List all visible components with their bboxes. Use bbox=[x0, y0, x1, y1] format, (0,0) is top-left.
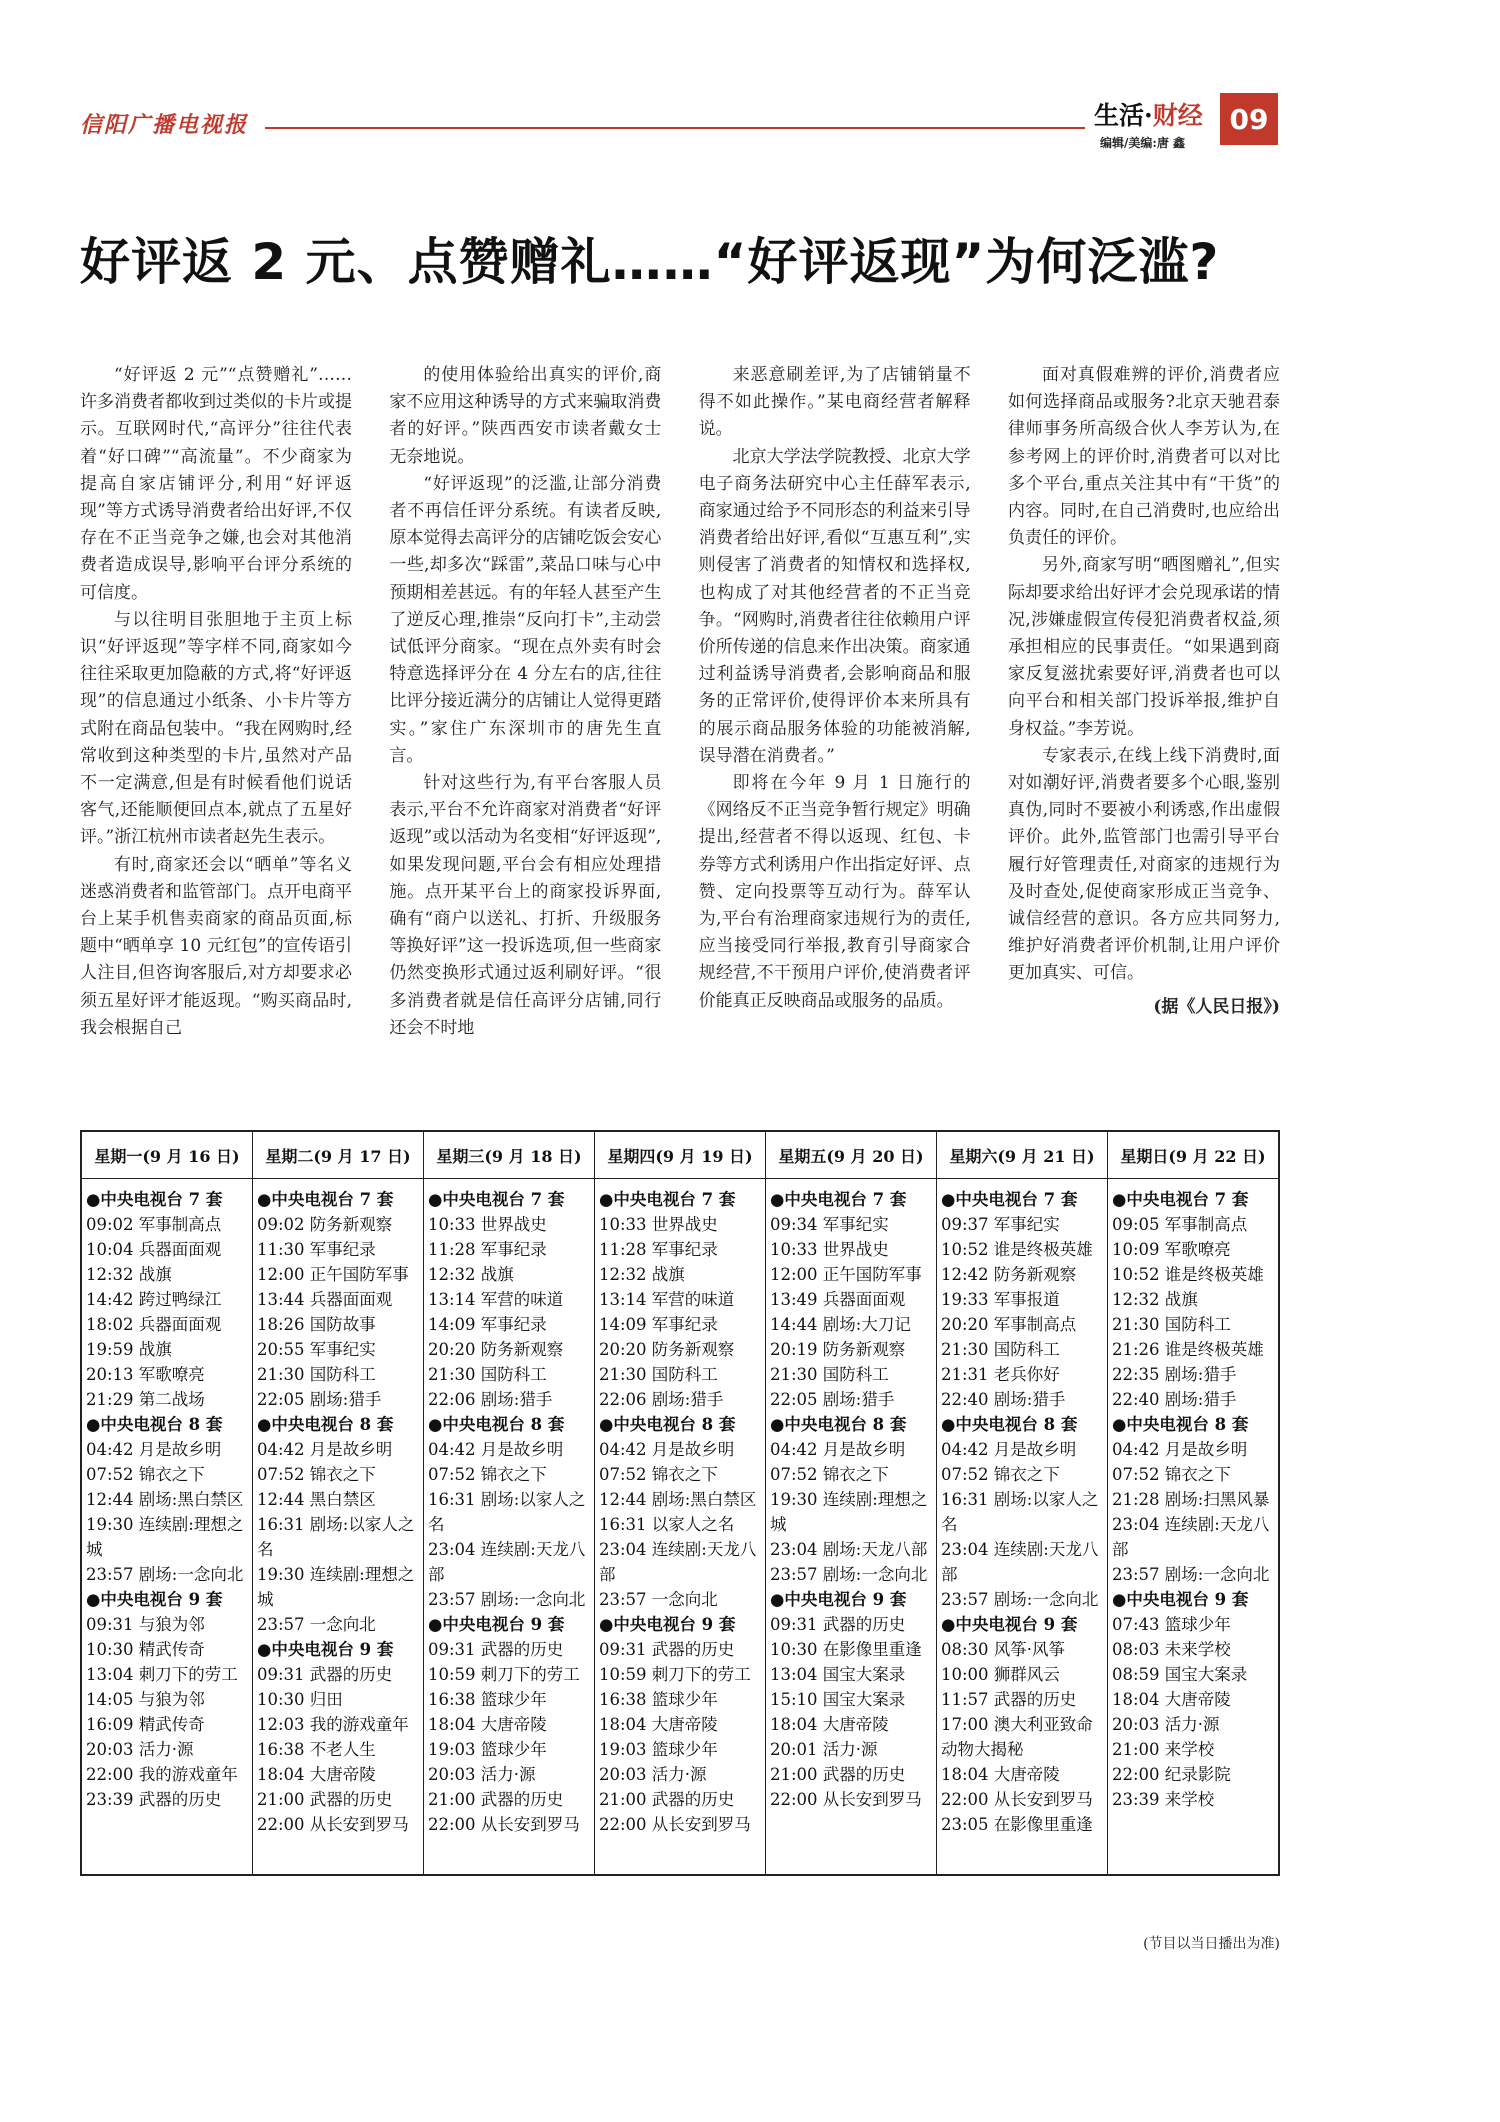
program-entry: 04:42 月是故乡明 bbox=[770, 1440, 906, 1459]
program-entry: 07:52 锦衣之下 bbox=[770, 1465, 889, 1484]
day-header: 星期日(9 月 22 日) bbox=[1108, 1132, 1278, 1179]
program-entry: 10:30 精武传奇 bbox=[86, 1640, 205, 1659]
article-paragraph: 另外,商家写明“晒图赠礼”,但实际却要求给出好评才会兑现承诺的情况,涉嫌虚假宣传侵犯消费者权益,须承担相应的民事责任。“如果遇到商家反复滋扰索要好评,消费者也可以向平台和相关部门投诉举报,维护自身权益。”李芳说。 bbox=[1007, 555, 1280, 739]
program-entry: 23:04 连续剧:天龙八部 bbox=[1112, 1515, 1270, 1559]
channel-name: ●中央电视台 7 套 bbox=[86, 1190, 223, 1209]
program-entry: 19:03 篮球少年 bbox=[599, 1740, 718, 1759]
article-paragraph: 北京大学法学院教授、北京大学电子商务法研究中心主任薛军表示,商家通过给予不同形态的利益来引导消费者给出好评,看似“互惠互利”,实则侵害了消费者的知情权和选择权,也构成了对其他经营者的不正当竞争。“网购时,消费者往往依赖用户评价所传递的信息来作出决策。商家通过利益诱导消费者,会影响商品和服务的正常评价,使得评价本来所具有的展示商品服务体验的功能被消解,误导潜在消费者。” bbox=[698, 446, 971, 766]
program-entry: 09:31 武器的历史 bbox=[770, 1615, 906, 1634]
program-entry: 21:31 老兵你好 bbox=[941, 1365, 1060, 1384]
program-entry: 20:20 防务新观察 bbox=[599, 1340, 735, 1359]
program-entry: 22:40 剧场:猎手 bbox=[1112, 1390, 1237, 1409]
program-entry: 21:30 国防科工 bbox=[941, 1340, 1060, 1359]
program-entry: 20:01 活力·源 bbox=[770, 1740, 878, 1759]
program-entry: 13:04 刺刀下的劳工 bbox=[86, 1665, 238, 1684]
program-entry: 23:04 连续剧:天龙八部 bbox=[428, 1540, 586, 1584]
program-entry: 12:32 战旗 bbox=[599, 1265, 685, 1284]
program-entry: 11:28 军事纪录 bbox=[428, 1240, 547, 1259]
channel-name: ●中央电视台 9 套 bbox=[599, 1615, 736, 1634]
article-paragraph: 来恶意刷差评,为了店铺销量不得不如此操作。”某电商经营者解释说。 bbox=[698, 365, 971, 440]
masthead: 信阳广播电视报 bbox=[80, 112, 249, 138]
article-paragraph: “好评返现”的泛滥,让部分消费者不再信任评分系统。有读者反映,原本觉得去高评分的店铺吃饭会安心一些,却多次“踩雷”,菜品口味与心中预期相差甚远。有的年轻人甚至产生了逆反心理,推崇“反向打卡”,主动尝试低评分商家。“现在点外卖有时会特意选择评分在 4 分左右的店,往往比评分接近满分的店铺让人觉得更踏实。”家住广东深圳市的唐先生直言。 bbox=[389, 473, 662, 766]
program-entry: 12:32 战旗 bbox=[428, 1265, 514, 1284]
program-entry: 18:02 兵器面面观 bbox=[86, 1315, 222, 1334]
program-entry: 09:37 军事纪实 bbox=[941, 1215, 1060, 1234]
program-entry: 20:20 军事制高点 bbox=[941, 1315, 1077, 1334]
channel-name: ●中央电视台 9 套 bbox=[1112, 1590, 1249, 1609]
program-entry: 22:06 剧场:猎手 bbox=[599, 1390, 724, 1409]
channel-name: ●中央电视台 8 套 bbox=[428, 1415, 565, 1434]
schedule-day-column bbox=[424, 1132, 595, 1874]
program-entry: 21:30 国防科工 bbox=[770, 1365, 889, 1384]
program-entry: 14:42 跨过鸭绿江 bbox=[86, 1290, 222, 1309]
article-column-4 bbox=[1008, 362, 1280, 1090]
program-entry: 23:57 一念向北 bbox=[599, 1590, 718, 1609]
program-entry: 22:05 剧场:猎手 bbox=[257, 1390, 382, 1409]
program-entry: 12:32 战旗 bbox=[1112, 1290, 1198, 1309]
program-entry: 21:00 武器的历史 bbox=[770, 1765, 906, 1784]
day-programs bbox=[766, 1179, 936, 1812]
program-entry: 08:59 国宝大案录 bbox=[1112, 1665, 1248, 1684]
program-entry: 21:00 来学校 bbox=[1112, 1740, 1215, 1759]
article-paragraph: 面对真假难辨的评价,消费者应如何选择商品或服务?北京天驰君泰律师事务所高级合伙人李芳认为,在参考网上的评价时,消费者可以对比多个平台,重点关注其中有“干货”的内容。同时,在自己消费时,也应给出负责任的评价。 bbox=[1007, 365, 1280, 549]
program-entry: 20:03 活力·源 bbox=[1112, 1715, 1220, 1734]
program-entry: 19:30 连续剧:理想之城 bbox=[257, 1565, 415, 1609]
program-entry: 21:30 国防科工 bbox=[599, 1365, 718, 1384]
channel-name: ●中央电视台 7 套 bbox=[1112, 1190, 1249, 1209]
day-header: 星期二(9 月 17 日) bbox=[253, 1132, 423, 1179]
program-entry: 10:04 兵器面面观 bbox=[86, 1240, 222, 1259]
program-entry: 19:03 篮球少年 bbox=[428, 1740, 547, 1759]
program-entry: 09:31 武器的历史 bbox=[428, 1640, 564, 1659]
program-entry: 12:00 正午国防军事 bbox=[770, 1265, 922, 1284]
program-entry: 21:30 国防科工 bbox=[257, 1365, 376, 1384]
program-entry: 23:57 剧场:一念向北 bbox=[1112, 1565, 1270, 1584]
program-entry: 09:31 与狼为邻 bbox=[86, 1615, 205, 1634]
section-prefix: 生活· bbox=[1094, 101, 1153, 130]
program-entry: 10:59 刺刀下的劳工 bbox=[428, 1665, 580, 1684]
channel-name: ●中央电视台 8 套 bbox=[257, 1415, 394, 1434]
program-entry: 23:04 剧场:天龙八部 bbox=[770, 1540, 928, 1559]
day-header: 星期五(9 月 20 日) bbox=[766, 1132, 936, 1179]
program-entry: 13:14 军营的味道 bbox=[599, 1290, 735, 1309]
section-title bbox=[1094, 96, 1203, 132]
program-entry: 22:00 从长安到罗马 bbox=[599, 1815, 751, 1834]
program-entry: 20:55 军事纪实 bbox=[257, 1340, 376, 1359]
program-entry: 22:40 剧场:猎手 bbox=[941, 1390, 1066, 1409]
program-entry: 17:00 澳大利亚致命动物大揭秘 bbox=[941, 1715, 1093, 1759]
program-entry: 12:42 防务新观察 bbox=[941, 1265, 1077, 1284]
article-paragraph: 的使用体验给出真实的评价,商家不应用这种诱导的方式来骗取消费者的好评。”陕西西安市读者戴女士无奈地说。 bbox=[389, 365, 662, 467]
program-entry: 19:30 连续剧:理想之城 bbox=[86, 1515, 244, 1559]
program-entry: 23:57 剧场:一念向北 bbox=[941, 1590, 1099, 1609]
channel-name: ●中央电视台 8 套 bbox=[86, 1415, 223, 1434]
program-entry: 18:04 大唐帝陵 bbox=[941, 1765, 1060, 1784]
program-entry: 04:42 月是故乡明 bbox=[428, 1440, 564, 1459]
program-entry: 10:30 在影像里重逢 bbox=[770, 1640, 922, 1659]
program-entry: 12:44 剧场:黑白禁区 bbox=[86, 1490, 244, 1509]
program-entry: 07:52 锦衣之下 bbox=[86, 1465, 205, 1484]
day-programs bbox=[1108, 1179, 1278, 1812]
schedule-day-column bbox=[1108, 1132, 1278, 1874]
tv-schedule-table bbox=[80, 1130, 1280, 1876]
program-entry: 07:43 篮球少年 bbox=[1112, 1615, 1231, 1634]
program-entry: 09:02 防务新观察 bbox=[257, 1215, 393, 1234]
program-entry: 11:57 武器的历史 bbox=[941, 1690, 1077, 1709]
program-entry: 22:00 从长安到罗马 bbox=[428, 1815, 580, 1834]
program-entry: 22:05 剧场:猎手 bbox=[770, 1390, 895, 1409]
program-entry: 07:52 锦衣之下 bbox=[428, 1465, 547, 1484]
program-entry: 22:00 我的游戏童年 bbox=[86, 1765, 238, 1784]
article-paragraph: 与以往明目张胆地于主页上标识“好评返现”等字样不同,商家如今往往采取更加隐蔽的方式,将“好评返现”的信息通过小纸条、小卡片等方式附在商品包装中。“我在网购时,经常收到这种类型的卡片,虽然对产品不一定满意,但是有时候看他们说话客气,还能顺便回点本,就点了五星好评。”浙江杭州市读者赵先生表示。 bbox=[80, 609, 352, 848]
program-entry: 10:33 世界战史 bbox=[770, 1240, 889, 1259]
program-entry: 08:30 风筝·风筝 bbox=[941, 1640, 1066, 1659]
program-entry: 07:52 锦衣之下 bbox=[1112, 1465, 1231, 1484]
schedule-day-column bbox=[766, 1132, 937, 1874]
program-entry: 23:39 武器的历史 bbox=[86, 1790, 222, 1809]
program-entry: 22:35 剧场:猎手 bbox=[1112, 1365, 1237, 1384]
schedule-day-column bbox=[595, 1132, 766, 1874]
day-programs bbox=[82, 1179, 252, 1812]
day-header: 星期一(9 月 16 日) bbox=[82, 1132, 252, 1179]
program-entry: 20:03 活力·源 bbox=[599, 1765, 707, 1784]
program-entry: 11:28 军事纪录 bbox=[599, 1240, 718, 1259]
program-entry: 20:13 军歌嘹亮 bbox=[86, 1365, 205, 1384]
channel-name: ●中央电视台 9 套 bbox=[428, 1615, 565, 1634]
schedule-day-column bbox=[82, 1132, 253, 1874]
program-entry: 16:31 剧场:以家人之名 bbox=[941, 1490, 1099, 1534]
program-entry: 23:04 连续剧:天龙八部 bbox=[599, 1540, 757, 1584]
program-entry: 18:26 国防故事 bbox=[257, 1315, 376, 1334]
program-entry: 21:00 武器的历史 bbox=[257, 1790, 393, 1809]
program-entry: 11:30 军事纪录 bbox=[257, 1240, 376, 1259]
program-entry: 10:30 归田 bbox=[257, 1690, 343, 1709]
channel-name: ●中央电视台 8 套 bbox=[941, 1415, 1078, 1434]
program-entry: 16:38 不老人生 bbox=[257, 1740, 376, 1759]
day-programs bbox=[937, 1179, 1107, 1837]
program-entry: 15:10 国宝大案录 bbox=[770, 1690, 906, 1709]
day-header: 星期三(9 月 18 日) bbox=[424, 1132, 594, 1179]
headline: 好评返 2 元、点赞赠礼……“好评返现”为何泛滥? bbox=[80, 233, 1220, 291]
program-entry: 07:52 锦衣之下 bbox=[257, 1465, 376, 1484]
program-entry: 04:42 月是故乡明 bbox=[257, 1440, 393, 1459]
program-entry: 21:28 剧场:扫黑风暴 bbox=[1112, 1490, 1270, 1509]
program-entry: 09:34 军事纪实 bbox=[770, 1215, 889, 1234]
program-entry: 10:33 世界战史 bbox=[428, 1215, 547, 1234]
program-entry: 16:38 篮球少年 bbox=[428, 1690, 547, 1709]
program-entry: 12:44 黑白禁区 bbox=[257, 1490, 376, 1509]
schedule-day-column bbox=[253, 1132, 424, 1874]
program-entry: 22:00 纪录影院 bbox=[1112, 1765, 1231, 1784]
program-entry: 09:31 武器的历史 bbox=[599, 1640, 735, 1659]
program-entry: 04:42 月是故乡明 bbox=[599, 1440, 735, 1459]
program-entry: 19:30 连续剧:理想之城 bbox=[770, 1490, 928, 1534]
program-entry: 10:00 狮群风云 bbox=[941, 1665, 1060, 1684]
program-entry: 21:26 谁是终极英雄 bbox=[1112, 1340, 1264, 1359]
day-header: 星期六(9 月 21 日) bbox=[937, 1132, 1107, 1179]
program-entry: 22:00 从长安到罗马 bbox=[941, 1790, 1093, 1809]
article-paragraph: 针对这些行为,有平台客服人员表示,平台不允许商家对消费者“好评返现”或以活动为名变相“好评返现”,如果发现问题,平台会有相应处理措施。点开某平台上的商家投诉界面,确有“商户以送礼、打折、升级服务等换好评”这一投诉选项,但一些商家仍然变换形式通过返利刷好评。“很多消费者就是信任高评分店铺,同行还会不时地 bbox=[389, 773, 662, 1038]
program-entry: 23:57 一念向北 bbox=[257, 1615, 376, 1634]
article-paragraph: 有时,商家还会以“晒单”等名义迷惑消费者和监管部门。点开电商平台上某手机售卖商家的商品页面,标题中“晒单享 10 元红包”的宣传语引人注目,但咨询客服后,对方却要求必须五星好评才能返现。“购买商品时,我会根据自己 bbox=[80, 854, 352, 1038]
program-entry: 18:04 大唐帝陵 bbox=[770, 1715, 889, 1734]
program-entry: 20:20 防务新观察 bbox=[428, 1340, 564, 1359]
program-entry: 13:49 兵器面面观 bbox=[770, 1290, 906, 1309]
program-entry: 23:05 在影像里重逢 bbox=[941, 1815, 1093, 1834]
program-entry: 16:31 剧场:以家人之名 bbox=[428, 1490, 586, 1534]
program-entry: 23:04 连续剧:天龙八部 bbox=[941, 1540, 1099, 1584]
program-entry: 10:59 刺刀下的劳工 bbox=[599, 1665, 751, 1684]
program-entry: 22:00 从长安到罗马 bbox=[770, 1790, 922, 1809]
program-entry: 18:04 大唐帝陵 bbox=[599, 1715, 718, 1734]
program-entry: 21:29 第二战场 bbox=[86, 1390, 205, 1409]
page-number: 09 bbox=[1220, 93, 1278, 145]
article-paragraph: 专家表示,在线上线下消费时,面对如潮好评,消费者要多个心眼,鉴别真伪,同时不要被小利诱惑,作出虚假评价。此外,监管部门也需引导平台履行好管理责任,对商家的违规行为及时查处,促使商家形成正当竞争、诚信经营的意识。各方应共同努力,维护好消费者评价机制,让用户评价更加真实、可信。 bbox=[1007, 745, 1280, 984]
article-column-3 bbox=[699, 362, 971, 1090]
channel-name: ●中央电视台 9 套 bbox=[941, 1615, 1078, 1634]
article-column-2 bbox=[389, 362, 661, 1090]
program-entry: 04:42 月是故乡明 bbox=[86, 1440, 222, 1459]
program-entry: 10:33 世界战史 bbox=[599, 1215, 718, 1234]
program-entry: 18:04 大唐帝陵 bbox=[428, 1715, 547, 1734]
channel-name: ●中央电视台 8 套 bbox=[770, 1415, 907, 1434]
program-entry: 23:57 剧场:一念向北 bbox=[86, 1565, 244, 1584]
program-entry: 13:04 国宝大案录 bbox=[770, 1665, 906, 1684]
program-entry: 13:44 兵器面面观 bbox=[257, 1290, 393, 1309]
program-entry: 09:31 武器的历史 bbox=[257, 1665, 393, 1684]
channel-name: ●中央电视台 9 套 bbox=[257, 1640, 394, 1659]
channel-name: ●中央电视台 7 套 bbox=[257, 1190, 394, 1209]
program-entry: 10:52 谁是终极英雄 bbox=[941, 1240, 1093, 1259]
program-entry: 23:57 剧场:一念向北 bbox=[770, 1565, 928, 1584]
program-entry: 12:03 我的游戏童年 bbox=[257, 1715, 409, 1734]
channel-name: ●中央电视台 8 套 bbox=[599, 1415, 736, 1434]
program-entry: 14:44 剧场:大刀记 bbox=[770, 1315, 911, 1334]
program-entry: 10:09 军歌嘹亮 bbox=[1112, 1240, 1231, 1259]
program-entry: 21:00 武器的历史 bbox=[428, 1790, 564, 1809]
program-entry: 22:00 从长安到罗马 bbox=[257, 1815, 409, 1834]
program-entry: 18:04 大唐帝陵 bbox=[1112, 1690, 1231, 1709]
program-entry: 07:52 锦衣之下 bbox=[599, 1465, 718, 1484]
program-entry: 13:14 军营的味道 bbox=[428, 1290, 564, 1309]
header-rule bbox=[265, 127, 1085, 129]
program-entry: 21:30 国防科工 bbox=[428, 1365, 547, 1384]
program-entry: 23:39 来学校 bbox=[1112, 1790, 1215, 1809]
program-entry: 21:00 武器的历史 bbox=[599, 1790, 735, 1809]
program-entry: 23:57 剧场:一念向北 bbox=[428, 1590, 586, 1609]
schedule-note: (节目以当日播出为准) bbox=[1143, 1936, 1280, 1952]
schedule-day-column bbox=[937, 1132, 1108, 1874]
program-entry: 18:04 大唐帝陵 bbox=[257, 1765, 376, 1784]
channel-name: ●中央电视台 8 套 bbox=[1112, 1415, 1249, 1434]
day-programs bbox=[424, 1179, 594, 1837]
program-entry: 19:59 战旗 bbox=[86, 1340, 172, 1359]
program-entry: 20:03 活力·源 bbox=[428, 1765, 536, 1784]
program-entry: 16:31 剧场:以家人之名 bbox=[257, 1515, 415, 1559]
program-entry: 09:02 军事制高点 bbox=[86, 1215, 222, 1234]
channel-name: ●中央电视台 9 套 bbox=[770, 1590, 907, 1609]
program-entry: 16:31 以家人之名 bbox=[599, 1515, 735, 1534]
program-entry: 07:52 锦衣之下 bbox=[941, 1465, 1060, 1484]
program-entry: 20:03 活力·源 bbox=[86, 1740, 194, 1759]
article-column-1 bbox=[80, 362, 352, 1090]
program-entry: 12:32 战旗 bbox=[86, 1265, 172, 1284]
day-programs bbox=[253, 1179, 423, 1837]
article-source: (据《人民日报》) bbox=[1153, 996, 1280, 1017]
program-entry: 12:00 正午国防军事 bbox=[257, 1265, 409, 1284]
program-entry: 08:03 未来学校 bbox=[1112, 1640, 1231, 1659]
channel-name: ●中央电视台 7 套 bbox=[428, 1190, 565, 1209]
program-entry: 14:09 军事纪录 bbox=[599, 1315, 718, 1334]
program-entry: 16:09 精武传奇 bbox=[86, 1715, 205, 1734]
channel-name: ●中央电视台 9 套 bbox=[86, 1590, 223, 1609]
channel-name: ●中央电视台 7 套 bbox=[599, 1190, 736, 1209]
program-entry: 16:38 篮球少年 bbox=[599, 1690, 718, 1709]
program-entry: 09:05 军事制高点 bbox=[1112, 1215, 1248, 1234]
program-entry: 22:06 剧场:猎手 bbox=[428, 1390, 553, 1409]
program-entry: 10:52 谁是终极英雄 bbox=[1112, 1265, 1264, 1284]
section-highlight: 财经 bbox=[1152, 101, 1203, 130]
program-entry: 04:42 月是故乡明 bbox=[1112, 1440, 1248, 1459]
program-entry: 21:30 国防科工 bbox=[1112, 1315, 1231, 1334]
day-programs bbox=[595, 1179, 765, 1837]
program-entry: 20:19 防务新观察 bbox=[770, 1340, 906, 1359]
program-entry: 19:33 军事报道 bbox=[941, 1290, 1060, 1309]
article-paragraph: 即将在今年 9 月 1 日施行的《网络反不正当竞争暂行规定》明确提出,经营者不得以返现、红包、卡券等方式利诱用户作出指定好评、点赞、定向投票等互动行为。薛军认为,平台有治理商家违规行为的责任,应当接受同行举报,教育引导商家合规经营,不干预用户评价,使消费者评价能真正反映商品或服务的品质。 bbox=[698, 773, 971, 1011]
article-paragraph: “好评返 2 元”“点赞赠礼”……许多消费者都收到过类似的卡片或提示。互联网时代,“高评分”往往代表着“好口碑”“高流量”。不少商家为提高自家店铺评分,利用“好评返现”等方式诱导消费者给出好评,不仅存在不正当竞争之嫌,也会对其他消费者造成误导,影响平台评分系统的可信度。 bbox=[80, 365, 352, 603]
channel-name: ●中央电视台 7 套 bbox=[770, 1190, 907, 1209]
editor-credit: 编辑/美编:唐 鑫 bbox=[1100, 136, 1185, 150]
program-entry: 04:42 月是故乡明 bbox=[941, 1440, 1077, 1459]
program-entry: 14:05 与狼为邻 bbox=[86, 1690, 205, 1709]
program-entry: 12:44 剧场:黑白禁区 bbox=[599, 1490, 757, 1509]
program-entry: 14:09 军事纪录 bbox=[428, 1315, 547, 1334]
article-body bbox=[80, 362, 1280, 1090]
channel-name: ●中央电视台 7 套 bbox=[941, 1190, 1078, 1209]
day-header: 星期四(9 月 19 日) bbox=[595, 1132, 765, 1179]
